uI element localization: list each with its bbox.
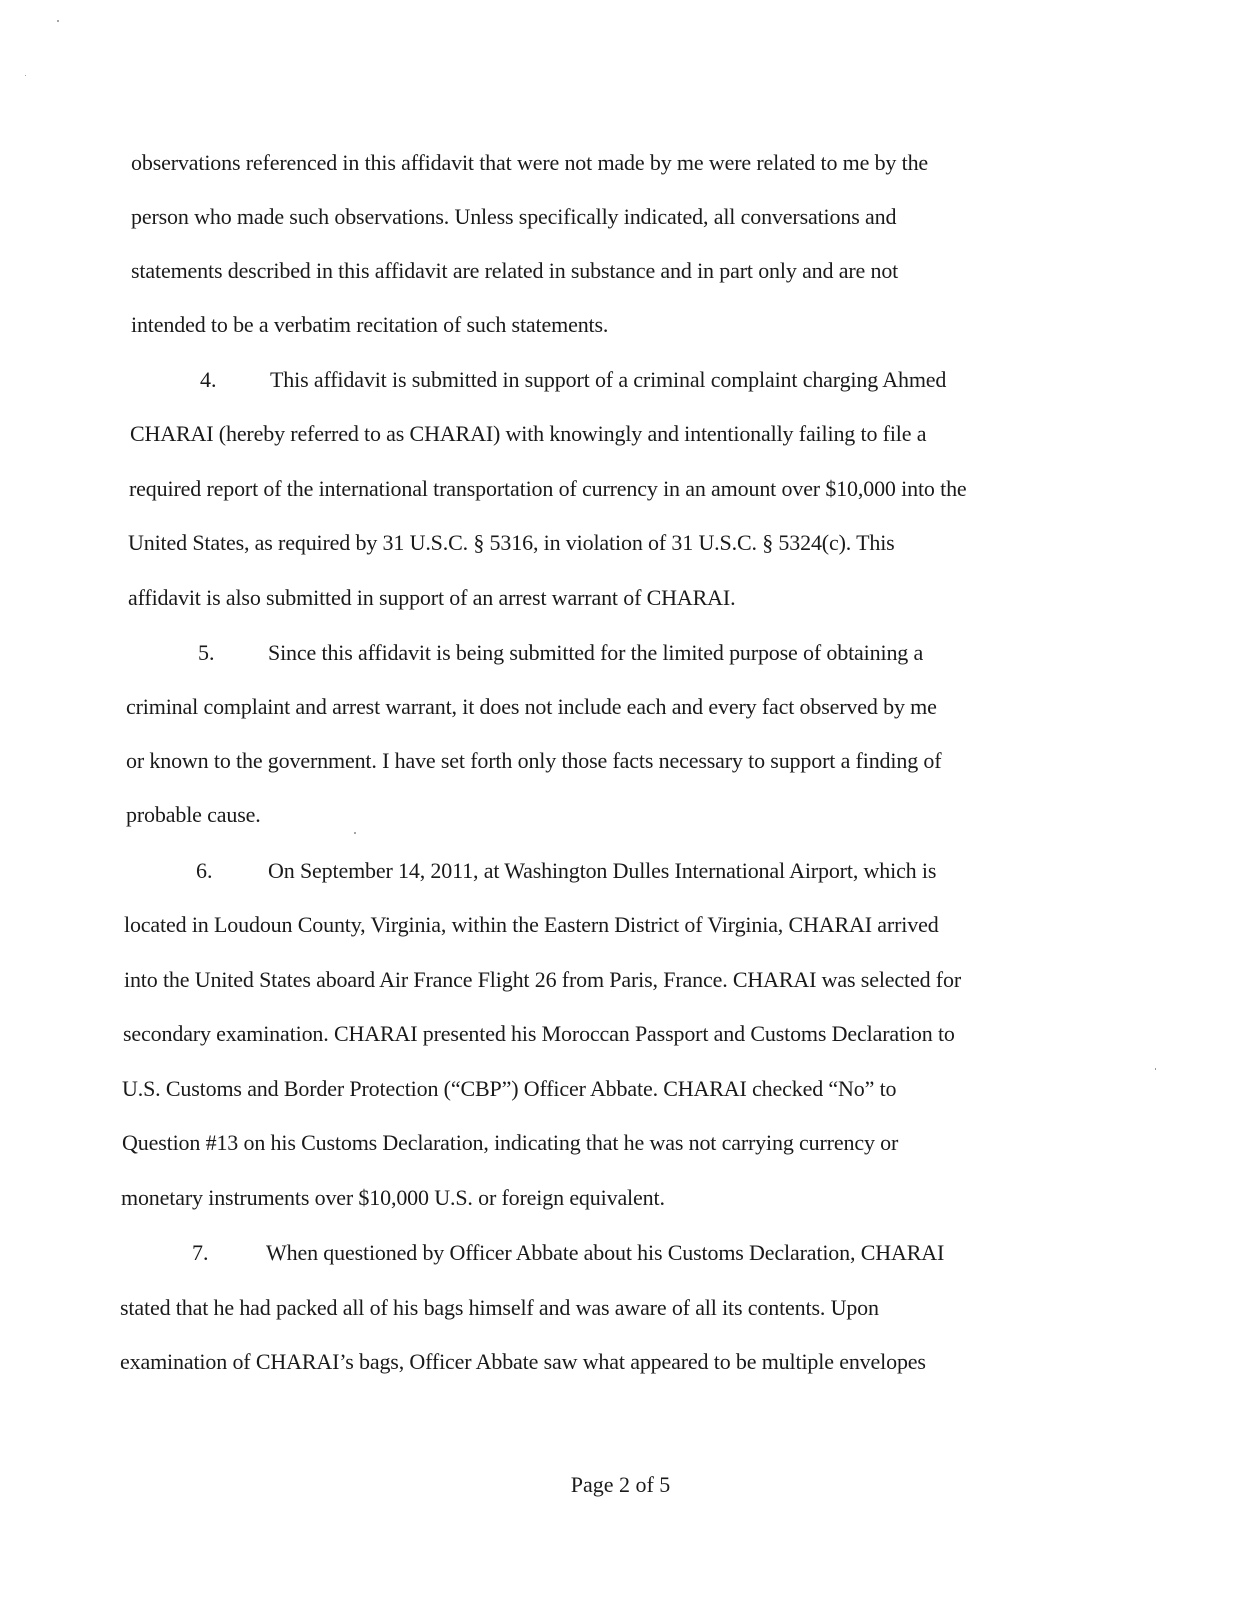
text-line: located in Loudoun County, Virginia, within the Eastern District of Virginia, CHARAI arrived <box>124 912 939 937</box>
scan-speck <box>25 75 26 76</box>
paragraph-number: 6. <box>196 858 213 883</box>
text-line: U.S. Customs and Border Protection (“CBP”) Officer Abbate. CHARAI checked “No” to <box>122 1076 897 1101</box>
text-line: secondary examination. CHARAI presented his Moroccan Passport and Customs Declaration to <box>123 1021 955 1046</box>
text-line: This affidavit is submitted in support of a criminal complaint charging Ahmed <box>270 367 947 392</box>
scan-speck <box>354 832 356 834</box>
text-line: Since this affidavit is being submitted for the limited purpose of obtaining a <box>268 640 924 665</box>
text-line: examination of CHARAI’s bags, Officer Abbate saw what appeared to be multiple envelopes <box>120 1349 926 1374</box>
scan-speck <box>57 20 59 22</box>
text-line: statements described in this affidavit are related in substance and in part only and are not <box>131 258 899 283</box>
text-line: observations referenced in this affidavit that were not made by me were related to me by the <box>131 150 929 175</box>
paragraph-number: 5. <box>198 640 215 665</box>
text-line: or known to the government. I have set forth only those facts necessary to support a finding of <box>126 748 942 773</box>
text-line: affidavit is also submitted in support of an arrest warrant of CHARAI. <box>128 585 736 610</box>
scan-speck <box>1155 1068 1156 1070</box>
text-line: monetary instruments over $10,000 U.S. or foreign equivalent. <box>121 1185 665 1210</box>
text-line: Question #13 on his Customs Declaration, indicating that he was not carrying currency or <box>122 1130 899 1155</box>
paragraph-number: 4. <box>200 367 217 392</box>
text-line: When questioned by Officer Abbate about his Customs Declaration, CHARAI <box>266 1240 945 1265</box>
page-number-footer: Page 2 of 5 <box>570 1472 671 1497</box>
text-line: required report of the international transportation of currency in an amount over $10,000 into the <box>129 476 967 501</box>
paragraph-number: 7. <box>192 1240 209 1265</box>
text-line: On September 14, 2011, at Washington Dulles International Airport, which is <box>268 858 937 883</box>
text-line: criminal complaint and arrest warrant, it does not include each and every fact observed by me <box>126 694 937 719</box>
text-line: person who made such observations. Unless specifically indicated, all conversations and <box>131 204 897 229</box>
text-line: United States, as required by 31 U.S.C. § 5316, in violation of 31 U.S.C. § 5324(c). This <box>128 530 895 555</box>
text-line: stated that he had packed all of his bags himself and was aware of all its contents. Upon <box>120 1295 879 1320</box>
text-line: CHARAI (hereby referred to as CHARAI) with knowingly and intentionally failing to file a <box>130 421 927 446</box>
text-line: intended to be a verbatim recitation of such statements. <box>131 312 609 337</box>
text-line: probable cause. <box>126 802 261 827</box>
text-line: into the United States aboard Air France Flight 26 from Paris, France. CHARAI was selected for <box>124 967 961 992</box>
